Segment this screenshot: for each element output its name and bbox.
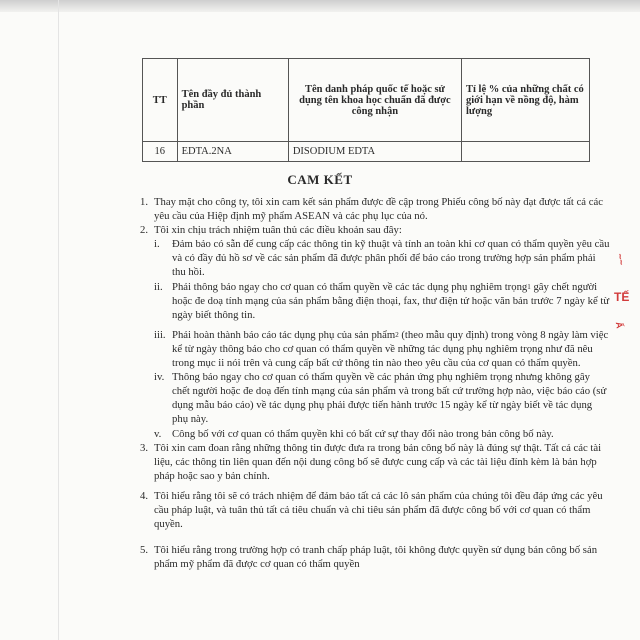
text-part: Phải thông báo ngay cho cơ quan có thẩm quyền về các tác dụng phụ nghiêm trọng xyxy=(172,280,528,293)
sub-item-text xyxy=(172,328,610,370)
commitment-item-3 xyxy=(140,441,610,483)
cell-inci: DISODIUM EDTA xyxy=(288,142,461,162)
sub-item-text: Thông báo ngay cho cơ quan có thẩm quyền về các phản ứng phụ nghiêm trọng nhưng không gây chết người hoặc đe doạ đến tính mạng của sản phẩm và trong bất cứ trường hợp nào, việc báo cáo (sử dụng mẫu báo cáo) về tác dụng phụ phải được tiến hành trước 15 ngày kể từ ngày biết về tác dụng phụ này. xyxy=(172,371,607,426)
footnote-mark: 1 xyxy=(527,282,531,291)
sub-item-iii xyxy=(154,328,610,370)
header-inci: Tên danh pháp quốc tế hoặc sử dụng tên khoa học chuẩn đã được công nhận xyxy=(288,59,461,142)
sub-item-number: iii. xyxy=(154,328,166,341)
item-number: 3. xyxy=(140,441,149,454)
text-part: gây chết người hoặc đe doạ tính mạng của sản phẩm bằng điện thoại, fax, thư điện tử hoặc văn bản trước 7 ngày kể từ ngày biết thông tin. xyxy=(172,280,610,321)
item-number: 2. xyxy=(140,224,149,237)
commitment-item-1 xyxy=(140,195,610,223)
item-number: 5. xyxy=(140,544,149,557)
item-text: Tôi hiểu rằng trong trường hợp có tranh chấp pháp luật, tôi không được quyền sử dụng bản công bố sản phẩm mỹ phẩm đã được cơ quan có thẩm quyền xyxy=(154,544,598,571)
header-tt: TT xyxy=(143,59,178,142)
text-part: (theo mẫu quy định) trong vòng 8 ngày làm việc kể từ ngày thông báo cho cơ quan có thẩm quyền về những tác dụng phụ nghiêm trọng như đã nêu trong mục ii nói trên và cung cấp bất cứ thông tin nào theo yêu cầu của cơ quan có thẩm quyền. xyxy=(172,328,609,370)
sub-item-text xyxy=(172,280,610,322)
sub-item-ii xyxy=(154,280,610,322)
commitment-item-2 xyxy=(140,223,610,237)
cell-limit xyxy=(462,142,590,162)
sub-item-text: Đảm bảo có sẵn để cung cấp các thông tin kỹ thuật và tính an toàn khi cơ quan có thẩm quyền yêu cầu và có đầy đủ hồ sơ về các sản phẩm đã được phân phối để báo cáo trong trường hợp sản phẩm phải thu hồi. xyxy=(172,238,610,279)
item-text: Tôi xin cam đoan rằng những thông tin được đưa ra trong bản công bố này là đúng sự thật. Tất cả các tài liệu, các thông tin liên quan đến nội dung công bố sẽ được cung cấp và các tài liệu đính kèm là bản hợp pháp hoặc sao y bản chính. xyxy=(154,441,602,482)
sub-item-iv xyxy=(154,370,610,426)
item-text: Tôi xin chịu trách nhiệm tuân thủ các điều khoản sau đây: xyxy=(154,224,402,237)
sub-item-number: i. xyxy=(154,238,160,251)
item-text: Tôi hiểu rằng tôi sẽ có trách nhiệm để đảm bảo tất cả các lô sản phẩm của chúng tôi đều đáp ứng các yêu cầu pháp luật, và tuân thủ tất cả tiêu chuẩn và chi tiêu sản phẩm đã được công bố với cơ quan có thẩm quyền. xyxy=(154,489,603,531)
stamp-ring-top: ~~ xyxy=(613,252,627,267)
margin-line xyxy=(58,0,59,640)
header-limit: Tỉ lệ % của những chất có giới hạn về nồng độ, hàm lượng xyxy=(462,59,590,142)
ingredient-table xyxy=(142,58,590,162)
cell-tt: 16 xyxy=(143,142,178,162)
red-stamp-fragment xyxy=(612,240,640,360)
cell-name: EDTA.2NA xyxy=(177,142,288,162)
table-row xyxy=(143,142,590,162)
sub-item-number: iv. xyxy=(154,371,165,384)
item-text: Thay mặt cho công ty, tôi xin cam kết sản phẩm được đề cập trong Phiếu công bố này đạt được tất cả các yêu cầu của Hiệp định mỹ phẩm ASEAN và các phụ lục của nó. xyxy=(154,196,603,223)
header-name: Tên đầy đủ thành phần xyxy=(177,59,288,142)
sub-item-v xyxy=(154,427,610,441)
section-heading: CAM KẾT xyxy=(287,172,353,187)
item-number: 1. xyxy=(140,196,149,208)
item-number: 4. xyxy=(140,489,149,502)
commitment-item-4 xyxy=(140,489,610,531)
footnote-mark: 2 xyxy=(395,330,399,339)
sub-item-i xyxy=(154,237,610,279)
text-part: Phải hoàn thành báo cáo tác dụng phụ của sản phẩm xyxy=(172,328,396,341)
sub-item-text: Công bố với cơ quan có thẩm quyền khi có bất cứ sự thay đổi nào trong bản công bố này. xyxy=(172,427,554,440)
commitment-body xyxy=(140,195,610,571)
stamp-text-2: Ấ xyxy=(613,320,625,330)
commitment-item-5 xyxy=(140,543,610,571)
table-header-row xyxy=(143,59,590,142)
sub-item-number: v. xyxy=(154,427,162,440)
sub-item-number: ii. xyxy=(154,280,163,293)
scan-edge xyxy=(0,0,640,12)
stamp-text: TẾ xyxy=(614,290,630,304)
